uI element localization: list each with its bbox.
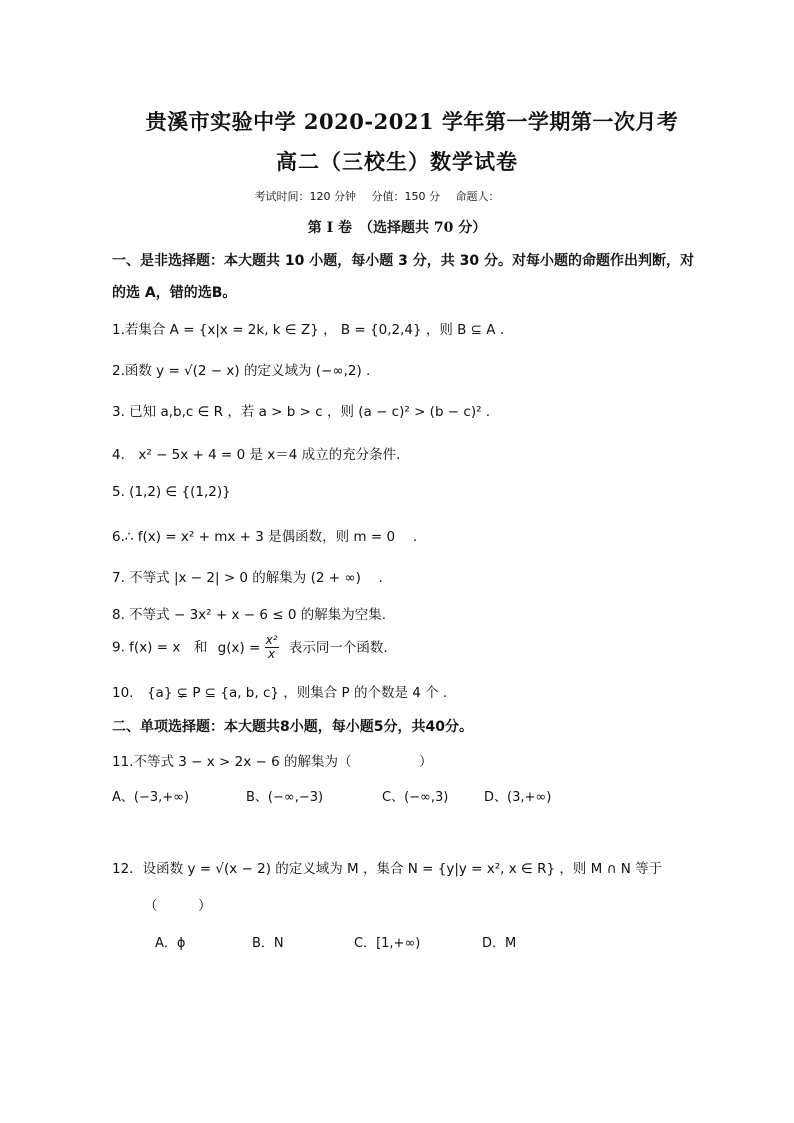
exam-title: 贵溪市实验中学 2020-2021 学年第一学期第一次月考 (145, 109, 679, 134)
question-12-paren: （ ） (144, 898, 212, 914)
exam-time: 考试时间：120 分钟 (254, 190, 356, 203)
question-9-gx: g(x) = (217, 639, 261, 656)
question-1: 1.若集合 A = {x|x = 2k, k ∈ Z} ， B = {0,2,4} ，则 B ⊆ A . (112, 322, 505, 338)
part1-heading: 第 I 卷 （选择题共 70 分） (307, 220, 487, 236)
q11-option-c: C、(−∞,3) (382, 790, 449, 805)
exam-subtitle: 高二（三校生）数学试卷 (276, 149, 518, 174)
exam-author: 命题人： (455, 190, 500, 203)
q11-option-a: A、(−3,+∞) (112, 790, 190, 805)
question-9-fraction (265, 634, 279, 661)
question-9-left: 9. f(x) = x 和 (112, 639, 208, 656)
fraction-numerator: x² (265, 633, 278, 647)
section1-heading-line2: 的选 A，错的选B。 (112, 285, 237, 301)
q12-option-c: C．[1,+∞) (354, 936, 421, 951)
exam-meta (0, 188, 794, 204)
q12-option-a: A．ϕ (155, 936, 186, 951)
question-12: 12．设函数 y = √(x − 2) 的定义域为 M ，集合 N = {y|y = x², x ∈ R} ，则 M ∩ N 等于 (112, 861, 663, 877)
question-5: 5. (1,2) ∈ {(1,2)} (112, 484, 231, 500)
q12-option-b: B．N (252, 936, 284, 951)
section2-heading: 二、单项选择题：本大题共8小题，每小题5分，共40分。 (112, 719, 473, 735)
section1-heading-line1: 一、是非选择题：本大题共 10 小题，每小题 3 分，共 30 分。对每小题的命题作出判断，对 (112, 253, 694, 269)
question-6: 6.∴ f(x) = x² + mx + 3 是偶函数，则 m = 0 . (112, 529, 418, 545)
question-7: 7. 不等式 |x − 2| > 0 的解集为 (2 + ∞) . (112, 570, 383, 586)
q11-option-d: D、(3,+∞) (484, 790, 552, 805)
question-4: 4． x² − 5x + 4 = 0 是 x＝4 成立的充分条件. (112, 447, 401, 463)
q11-option-b: B、(−∞,−3) (246, 790, 324, 805)
question-10: 10. {a} ⊊ P ⊆ {a, b, c} ，则集合 P 的个数是 4 个 . (112, 685, 448, 701)
question-11: 11.不等式 3 − x > 2x − 6 的解集为（ ） (112, 754, 433, 770)
q12-option-d: D．M (482, 936, 517, 951)
question-9 (112, 634, 388, 661)
question-8: 8. 不等式 − 3x² + x − 6 ≤ 0 的解集为空集. (112, 607, 386, 623)
fraction-denominator: x (268, 647, 276, 661)
question-3: 3. 已知 a,b,c ∈ R ，若 a > b > c ，则 (a − c)² > (b − c)² . (112, 404, 491, 420)
exam-score: 分值：150 分 (371, 190, 440, 203)
question-9-right: 表示同一个函数. (288, 639, 388, 656)
question-2: 2.函数 y = √(2 − x) 的定义域为 (−∞,2) . (112, 363, 371, 379)
